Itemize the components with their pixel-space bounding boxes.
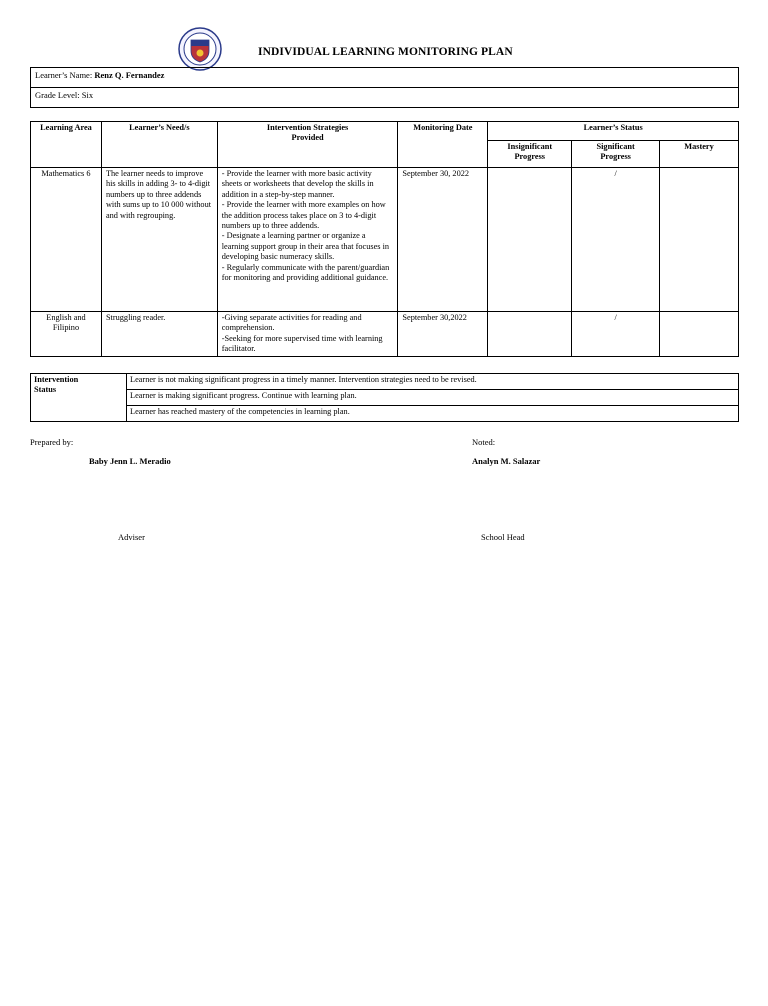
learner-name-label: Learner’s Name: bbox=[35, 70, 93, 80]
header-learner-status: Learner’s Status bbox=[488, 122, 739, 141]
status-item: Learner has reached mastery of the competencies in learning plan. bbox=[127, 406, 739, 422]
row-mastery bbox=[660, 168, 739, 312]
header-insig-line2: Progress bbox=[514, 152, 546, 162]
row-insignificant-progress bbox=[488, 168, 572, 312]
header-insig-line1: Insignificant bbox=[507, 142, 553, 151]
strategy-item: - Provide the learner with more examples on how the addition process takes place on 3 to 4-digit numbers up to three addends. bbox=[221, 200, 386, 231]
header-strategies-line1: Intervention Strategies bbox=[266, 123, 349, 132]
header-learning-area: Learning Area bbox=[31, 122, 102, 168]
row-strategies bbox=[217, 312, 398, 357]
grade-level-cell bbox=[31, 88, 739, 108]
document-title: INDIVIDUAL LEARNING MONITORING PLAN bbox=[258, 46, 513, 58]
header-sig-line2: Progress bbox=[600, 152, 631, 162]
intervention-status-label-line2: Status bbox=[34, 385, 57, 395]
header-intervention-strategies bbox=[217, 122, 398, 168]
strategy-item: - Designate a learning partner or organize a learning support group in their area that focuses in developing basic numeracy skills. bbox=[221, 231, 390, 262]
grade-level-label: Grade Level: bbox=[35, 90, 80, 100]
noted-by-role: School Head bbox=[481, 532, 525, 542]
header-significant-progress bbox=[572, 141, 660, 168]
intervention-status-label bbox=[31, 374, 127, 422]
strategy-item: - Provide the learner with more basic activity sheets or worksheets that develop the skills in addition in a step-by-step manner. bbox=[221, 169, 374, 199]
learner-name-value: Renz Q. Fernandez bbox=[94, 70, 165, 80]
header-monitoring-date: Monitoring Date bbox=[398, 122, 488, 168]
deped-seal-icon bbox=[178, 27, 222, 71]
noted-by-label: Noted: bbox=[472, 437, 496, 447]
header-sig-line1: Significant bbox=[596, 142, 635, 151]
header-learner-needs: Learner’s Need/s bbox=[101, 122, 217, 168]
learner-info-table bbox=[30, 67, 739, 108]
row-learning-area: English and Filipino bbox=[31, 312, 102, 357]
table-row bbox=[31, 168, 739, 312]
row-learning-area: Mathematics 6 bbox=[31, 168, 102, 312]
strategy-item: -Giving separate activities for reading and comprehension. bbox=[221, 313, 362, 333]
row-learner-needs: The learner needs to improve his skills in adding 3- to 4-digit numbers up to three addends with sums up to 10 000 without and with regrouping. bbox=[101, 168, 217, 312]
row-monitoring-date: September 30,2022 bbox=[398, 312, 488, 357]
status-item: Learner is making significant progress. Continue with learning plan. bbox=[127, 390, 739, 406]
strategy-item: - Regularly communicate with the parent/guardian for monitoring and providing additional guidance. bbox=[221, 262, 390, 283]
noted-by-name: Analyn M. Salazar bbox=[472, 456, 541, 466]
row-insignificant-progress bbox=[488, 312, 572, 357]
row-learner-needs: Struggling reader. bbox=[101, 312, 217, 357]
intervention-status-table bbox=[30, 373, 739, 422]
row-significant-progress: / bbox=[572, 312, 660, 357]
table-row bbox=[31, 312, 739, 357]
status-item: Learner is not making significant progress in a timely manner. Intervention strategies need to be revised. bbox=[127, 374, 739, 390]
grade-level-value: Six bbox=[81, 90, 94, 100]
monitoring-plan-table bbox=[30, 121, 739, 357]
header-insignificant-progress bbox=[488, 141, 572, 168]
strategy-item: -Seeking for more supervised time with learning facilitator. bbox=[221, 333, 383, 354]
prepared-by-role: Adviser bbox=[118, 532, 145, 542]
header-strategies-line2: Provided bbox=[291, 133, 324, 143]
prepared-by-label: Prepared by: bbox=[30, 437, 74, 447]
row-monitoring-date: September 30, 2022 bbox=[398, 168, 488, 312]
row-strategies bbox=[217, 168, 398, 312]
intervention-status-label-line1: Intervention bbox=[34, 375, 79, 384]
row-significant-progress: / bbox=[572, 168, 660, 312]
prepared-by-name: Baby Jenn L. Meradio bbox=[89, 456, 171, 466]
learner-name-cell bbox=[31, 68, 739, 88]
header-mastery: Mastery bbox=[660, 141, 739, 168]
row-mastery bbox=[660, 312, 739, 357]
